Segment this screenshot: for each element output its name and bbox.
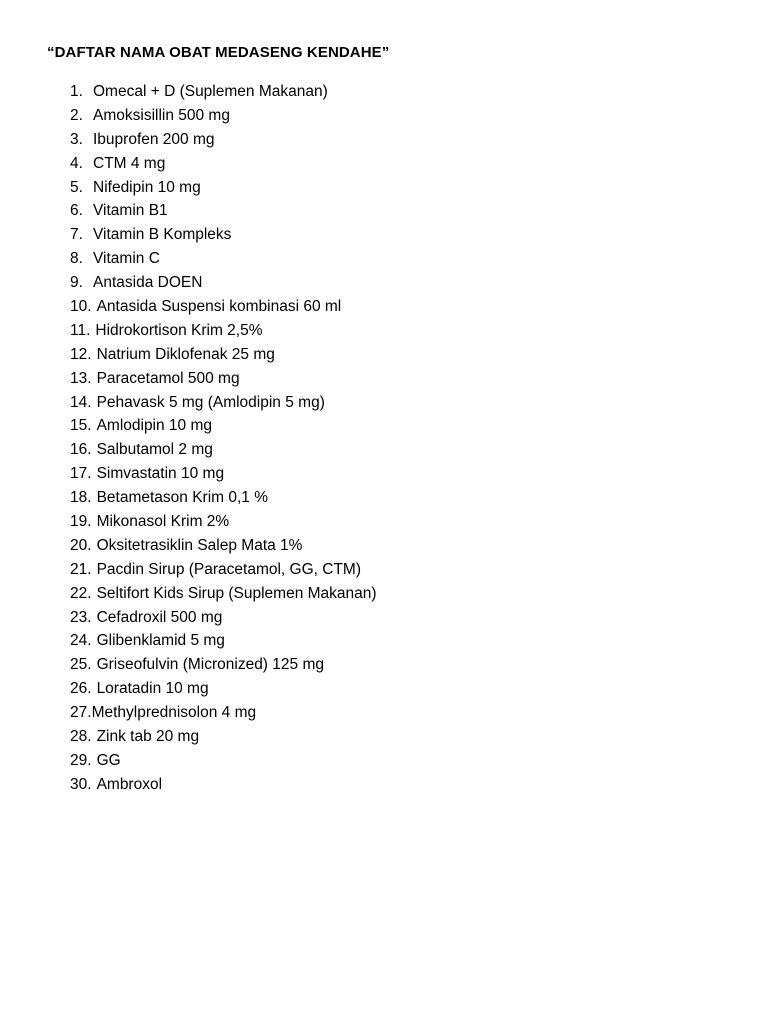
item-number: 21. [70,560,92,578]
item-text: Cefadroxil 500 mg [96,608,223,626]
item-number: 11. [70,321,91,339]
list-item [70,582,377,606]
item-number: 26. [70,680,92,698]
item-number: 1. [70,83,83,100]
list-item [70,462,377,486]
list-item [70,343,377,367]
item-number: 9. [70,274,83,292]
item-number: 29. [70,751,92,769]
item-text: Zink tab 20 mg [96,728,200,746]
list-item [70,152,377,176]
item-number: 16. [70,441,92,459]
item-text: Amlodipin 10 mg [96,417,213,435]
item-number: 4. [70,154,83,172]
item-text: Seltifort Kids Sirup (Suplemen Makanan) [96,584,377,602]
item-number: 24. [70,632,92,650]
list-item [70,677,377,701]
list-item [70,438,377,462]
list-item [70,486,377,510]
list-item [70,606,377,630]
item-text: Amoksisillin 500 mg [93,106,230,124]
list-item [70,176,377,200]
item-number: 18. [70,489,92,507]
item-number: 19. [70,513,92,531]
item-text: CTM 4 mg [93,154,166,172]
item-number: 3. [70,130,83,148]
item-text: Pehavask 5 mg (Amlodipin 5 mg) [96,393,325,411]
list-item [70,295,377,319]
item-text: Vitamin B Kompleks [93,226,232,244]
list-item [70,773,377,797]
item-text: Loratadin 10 mg [96,680,209,698]
list-item [70,701,377,725]
list-item [70,271,377,295]
list-item [70,199,377,223]
item-text: Glibenklamid 5 mg [96,632,225,650]
item-number: 20. [70,536,92,554]
list-item [70,534,377,558]
list-item [70,629,377,653]
item-text: Pacdin Sirup (Paracetamol, GG, CTM) [96,560,362,578]
list-item [70,653,377,677]
item-text: Hidrokortison Krim 2,5% [95,321,263,339]
medicine-list [70,80,377,797]
item-number: 17. [70,465,92,483]
item-number: 7. [70,226,83,244]
item-number: 6. [70,202,83,220]
item-number: 27. [70,704,92,722]
item-text: Salbutamol 2 mg [96,441,213,459]
item-text: Methylprednisolon 4 mg [91,704,257,722]
list-item [70,391,377,415]
item-text: Paracetamol 500 mg [96,369,240,387]
item-text: Vitamin B1 [93,202,168,220]
item-text: Ambroxol [96,775,163,793]
document-title: “DAFTAR NAMA OBAT MEDASENG KENDAHE” [47,44,390,61]
item-number: 25. [70,656,92,674]
list-item [70,104,377,128]
item-text: Griseofulvin (Micronized) 125 mg [96,656,324,674]
item-text: Antasida Suspensi kombinasi 60 ml [96,298,342,316]
item-number: 10. [70,298,92,316]
item-number: 13. [70,369,92,387]
list-item [70,367,377,391]
item-number: 14. [70,393,92,411]
list-item [70,247,377,271]
item-number: 30. [70,775,92,793]
list-item [70,725,377,749]
item-number: 5. [70,178,83,196]
item-text: Mikonasol Krim 2% [96,513,230,531]
item-text: Antasida DOEN [93,274,203,292]
list-item [70,128,377,152]
list-item [70,80,377,104]
item-text: GG [96,751,121,769]
item-text: Vitamin C [93,250,160,268]
list-item [70,510,377,534]
item-text: Nifedipin 10 mg [93,178,201,196]
item-number: 28. [70,728,92,746]
item-number: 23. [70,608,92,626]
item-number: 12. [70,345,92,363]
list-item [70,749,377,773]
list-item [70,558,377,582]
list-item [70,414,377,438]
item-text: Oksitetrasiklin Salep Mata 1% [96,536,303,554]
item-text: Simvastatin 10 mg [96,465,225,483]
item-text: Betametason Krim 0,1 % [96,489,269,507]
item-text: Omecal + D (Suplemen Makanan) [93,83,328,100]
list-item [70,223,377,247]
item-number: 8. [70,250,83,268]
item-number: 15. [70,417,92,435]
item-number: 2. [70,106,83,124]
list-item [70,319,377,343]
item-number: 22. [70,584,92,602]
item-text: Natrium Diklofenak 25 mg [96,345,275,363]
item-text: Ibuprofen 200 mg [93,130,215,148]
